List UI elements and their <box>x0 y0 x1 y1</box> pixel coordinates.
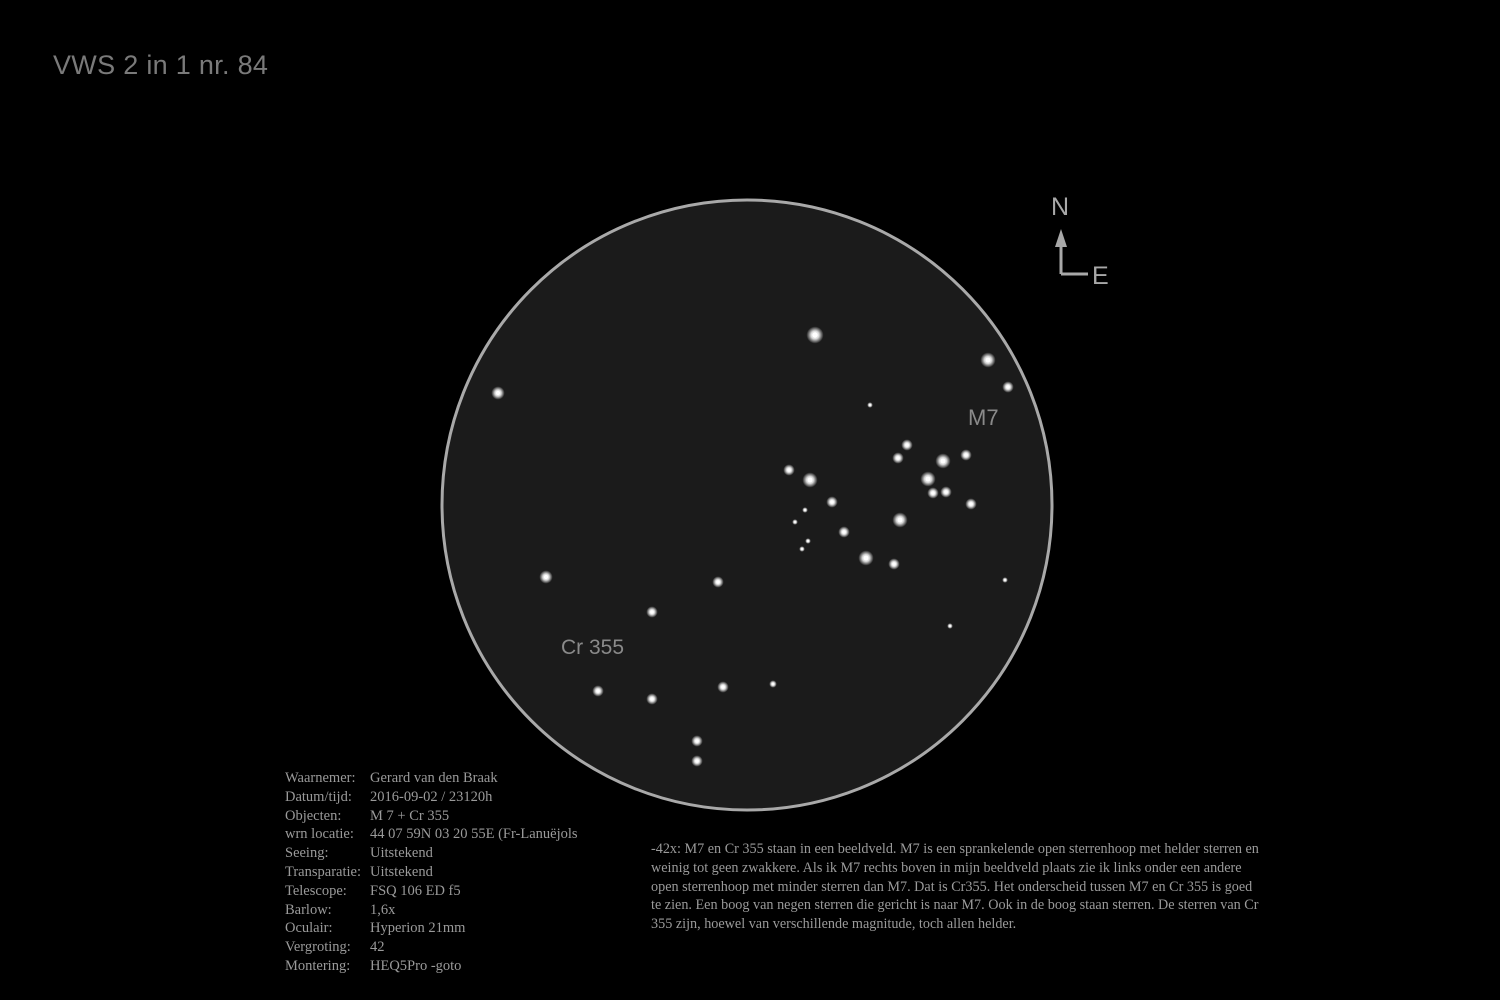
star <box>1006 385 1010 389</box>
compass-north-label: N <box>1051 193 1070 221</box>
info-row-seeing <box>285 844 578 863</box>
star <box>695 739 699 743</box>
star <box>941 459 946 464</box>
info-label: Transparatie: <box>285 863 361 880</box>
star <box>787 468 791 472</box>
info-label: wrn locatie: <box>285 826 354 843</box>
star <box>898 518 903 523</box>
star <box>544 575 548 579</box>
star <box>794 521 796 523</box>
info-label: Objecten: <box>285 807 342 824</box>
star <box>830 500 834 504</box>
info-row-objects <box>285 807 578 826</box>
info-label: Datum/tijd: <box>285 788 352 805</box>
sketch-title: VWS 2 in 1 nr. 84 <box>53 50 269 80</box>
star <box>801 548 803 550</box>
star <box>964 453 968 457</box>
info-label: Oculair: <box>285 920 333 937</box>
star <box>650 610 654 614</box>
cr355-cluster-label: Cr 355 <box>561 636 625 659</box>
star <box>721 685 725 689</box>
info-value: Hyperion 21mm <box>370 920 466 937</box>
star <box>812 332 817 337</box>
info-value: Uitstekend <box>370 845 433 862</box>
info-row-location <box>285 825 578 844</box>
info-label: Barlow: <box>285 901 332 918</box>
star <box>496 391 500 395</box>
info-label: Waarnemer: <box>285 770 356 786</box>
info-row-observer <box>285 769 578 788</box>
info-label: Montering: <box>285 957 351 974</box>
star <box>931 491 935 495</box>
info-row-transparency <box>285 863 578 882</box>
star <box>905 443 909 447</box>
observation-description: -42x: M7 en Cr 355 staan in een beeldveld. M7 is een sprankelende open sterrenhoop met helder sterren en weinig tot geen zwakkere. Als ik M7 rechts boven in mijn beeldveld plaats zie ik links onder een andere open sterrenhoop met minder sterren dan M7. Dat is Cr355. Het onderscheid tussen M7 en Cr 355 is goed te zien. Een boog van negen sterren die gericht is naar M7. Ook in de boog staan sterren. De sterren van Cr 355 zijn, hoewel van verschillende magnitude, toch allen helder. <box>651 841 1259 933</box>
info-value: Gerard van den Braak <box>370 770 498 786</box>
m7-cluster-label: M7 <box>968 405 999 430</box>
star <box>926 477 931 482</box>
info-value: M 7 + Cr 355 <box>370 807 450 824</box>
info-value: HEQ5Pro -goto <box>370 957 462 974</box>
star <box>896 456 900 460</box>
star <box>864 556 869 561</box>
star <box>869 404 871 406</box>
info-label: Vergroting: <box>285 939 351 956</box>
info-row-datetime <box>285 788 578 807</box>
star <box>892 562 896 566</box>
star <box>716 580 720 584</box>
star <box>596 689 600 693</box>
info-row-telescope <box>285 882 578 901</box>
star <box>695 759 699 763</box>
info-label: Seeing: <box>285 845 329 862</box>
star <box>1004 579 1006 581</box>
star <box>804 509 806 511</box>
observation-details <box>285 769 578 976</box>
info-value: 1,6x <box>370 901 396 918</box>
star <box>772 683 774 685</box>
info-row-barlow <box>285 901 578 920</box>
compass-east-label: E <box>1092 262 1109 290</box>
star <box>808 478 813 483</box>
info-value: 44 07 59N 03 20 55E (Fr-Lanuëjols <box>370 826 578 843</box>
info-value: 2016-09-02 / 23120h <box>370 788 493 805</box>
info-row-eyepiece <box>285 919 578 938</box>
star <box>949 625 951 627</box>
star <box>969 502 973 506</box>
info-value: Uitstekend <box>370 863 433 880</box>
compass-arrows <box>1055 229 1088 274</box>
info-value: FSQ 106 ED f5 <box>370 882 461 899</box>
info-label: Telescope: <box>285 882 347 899</box>
star <box>650 697 654 701</box>
info-value: 42 <box>370 939 385 956</box>
star <box>807 540 809 542</box>
star <box>842 530 846 534</box>
info-row-mount <box>285 957 578 976</box>
star <box>944 490 948 494</box>
field-of-view-circle <box>442 200 1052 810</box>
info-row-magnification <box>285 938 578 957</box>
star <box>986 358 991 363</box>
